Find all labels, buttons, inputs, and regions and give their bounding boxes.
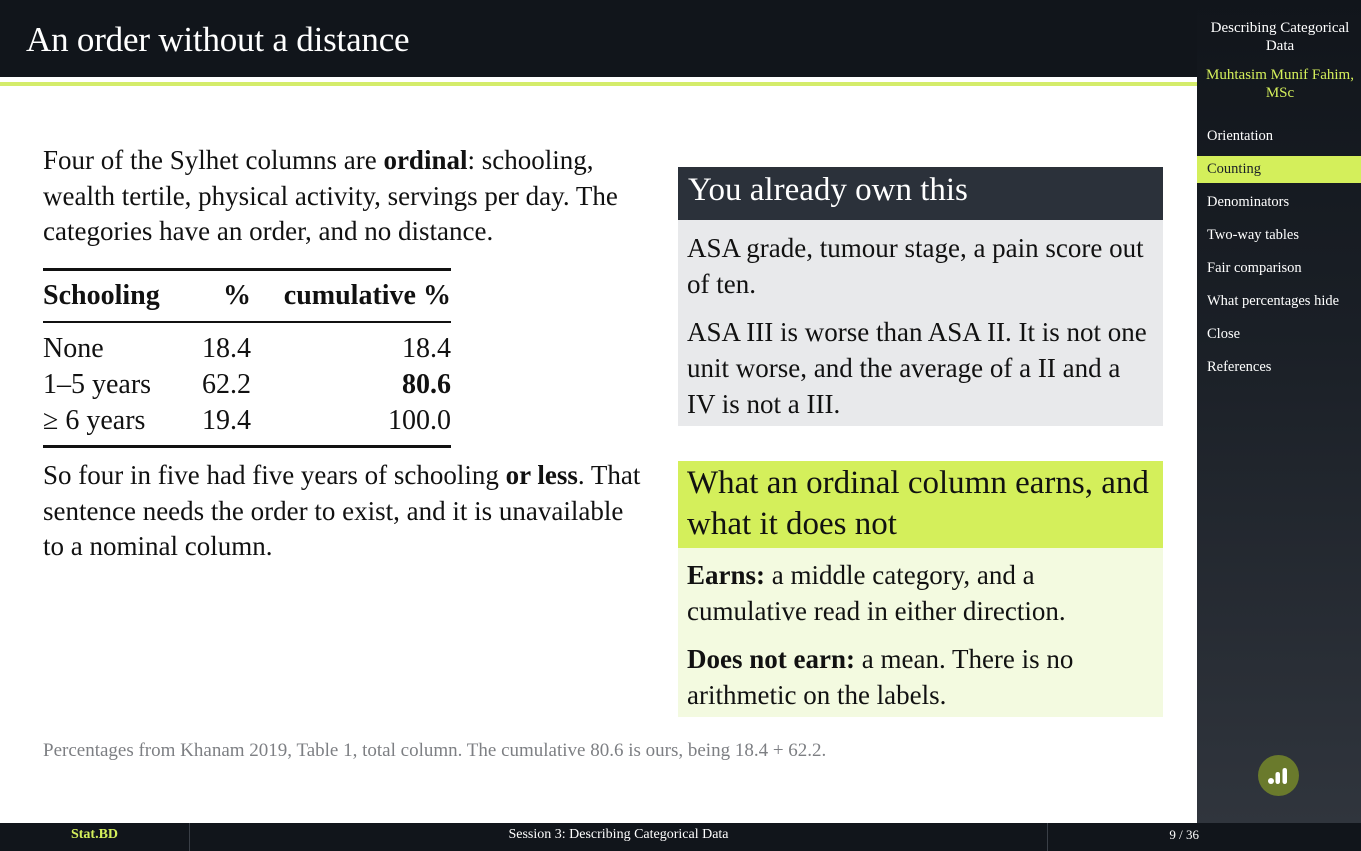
table-cell-cumulative: 18.4 — [402, 333, 451, 364]
intro-bold-term: ordinal — [383, 145, 468, 175]
sidebar-presentation-title: Describing Categorical Data — [1210, 20, 1350, 54]
table-row — [43, 403, 451, 447]
callout-title: You already own this — [678, 167, 1163, 220]
table-cell-percent: 62.2 — [202, 369, 251, 400]
footer-page-number: 9 / 36 — [1169, 827, 1199, 842]
accent-rule — [0, 82, 1197, 86]
callout-box-own-this — [678, 167, 1163, 426]
callout-paragraph — [687, 641, 1154, 713]
callout-body — [678, 548, 1163, 717]
table-cell-cumulative: 100.0 — [388, 405, 451, 436]
menu-button[interactable] — [1258, 755, 1299, 796]
footer-brand: Stat.BD — [0, 823, 190, 851]
sidebar-item-orientation[interactable]: Orientation — [1207, 128, 1274, 144]
sidebar — [1197, 0, 1361, 823]
intro-text-rest: : schooling, wealth tertile, physical activity, servings per day. The categories have an order, and no distance. — [43, 145, 618, 246]
sidebar-item-counting[interactable]: Counting — [1197, 156, 1361, 183]
does-not-earn-text: a mean. There is no arithmetic on the labels. — [687, 644, 1074, 710]
table-header-percent: % — [223, 280, 251, 311]
outro-bold-term: or less — [505, 460, 578, 490]
outro-text: So four in five had five years of schooling — [43, 460, 506, 490]
sidebar-item-close[interactable]: Close — [1207, 326, 1241, 342]
sidebar-item-two-way-tables[interactable]: Two-way tables — [1207, 227, 1299, 243]
sidebar-item-references[interactable]: References — [1207, 359, 1272, 375]
table-header-cumulative: cumulative % — [283, 280, 451, 311]
table-cell-percent: 19.4 — [202, 405, 251, 436]
bar-chart-menu-icon — [1258, 755, 1299, 796]
slide-header — [0, 0, 1197, 77]
callout-paragraph — [687, 557, 1154, 629]
table-cell-cumulative: 80.6 — [402, 369, 451, 400]
table-cell-percent: 18.4 — [202, 333, 251, 364]
callout-title: What an ordinal column earns, and what it does not — [678, 461, 1163, 548]
table-cell-label: 1–5 years — [43, 369, 152, 400]
does-not-earn-label: Does not earn: — [687, 644, 855, 674]
intro-paragraph — [43, 143, 643, 250]
table-header-schooling: Schooling — [43, 280, 160, 311]
outro-text-rest: . That sentence needs the order to exist, and it is unavailable to a nominal column. — [43, 460, 641, 561]
callout-box-ordinal-earns — [678, 461, 1163, 717]
outro-paragraph — [43, 458, 643, 565]
sidebar-nav — [1197, 123, 1361, 387]
sidebar-author: Muhtasim Munif Fahim, MSc — [1206, 67, 1354, 101]
earns-label: Earns: — [687, 560, 766, 590]
callout-body — [678, 220, 1163, 426]
earns-text: a middle category, and a cumulative read in either direction. — [687, 560, 1066, 626]
slide-title: An order without a distance — [26, 20, 410, 59]
table-cell-label: ≥ 6 years — [43, 405, 146, 436]
schooling-table — [43, 268, 451, 448]
table-row — [43, 367, 451, 403]
callout-paragraph: ASA grade, tumour stage, a pain score out of ten. — [687, 233, 1144, 299]
sidebar-item-denominators[interactable]: Denominators — [1207, 194, 1290, 210]
table-row — [43, 322, 451, 367]
callout-paragraph: ASA III is worse than ASA II. It is not one unit worse, and the average of a II and a IV is not a III. — [687, 317, 1147, 419]
table-cell-label: None — [43, 333, 104, 364]
sidebar-item-what-percentages-hide[interactable]: What percentages hide — [1207, 293, 1340, 309]
intro-text: Four of the Sylhet columns are — [43, 145, 384, 175]
table-header-row — [43, 270, 451, 323]
footnote: Percentages from Khanam 2019, Table 1, total column. The cumulative 80.6 is ours, being 18.4 + 62.2. — [43, 740, 827, 761]
bottom-bar — [0, 823, 1361, 851]
footer-session-title: Session 3: Describing Categorical Data — [190, 823, 1048, 851]
sidebar-item-fair-comparison[interactable]: Fair comparison — [1207, 260, 1302, 276]
